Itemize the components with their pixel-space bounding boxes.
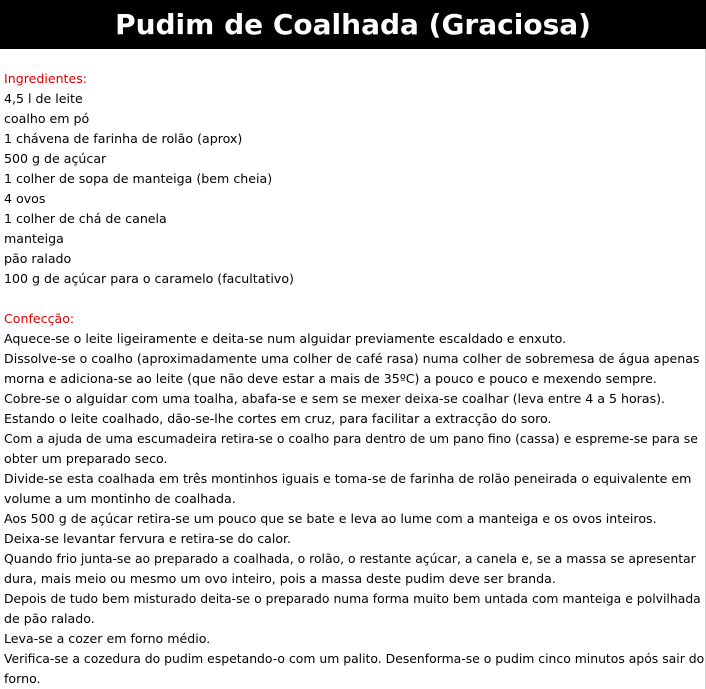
- ingredient-item: 4 ovos: [4, 191, 46, 206]
- ingredients-list: [4, 89, 704, 289]
- preparation-line: Com a ajuda de uma escumadeira retira-se o coalho para dentro de um pano fino (cassa) e espreme-se para se: [4, 431, 698, 446]
- ingredients-heading: Ingredientes:: [4, 71, 88, 86]
- preparation-line: Depois de tudo bem misturado deita-se o preparado numa forma muito bem untada com manteiga e polvilhada: [4, 591, 701, 606]
- preparation-line: Quando frio junta-se ao preparado a coalhada, o rolão, o restante açúcar, a canela e, se a massa se apresentar: [4, 551, 696, 566]
- preparation-line: forno.: [4, 671, 41, 686]
- ingredient-item: 4,5 l de leite: [4, 91, 83, 106]
- preparation-heading: Confecção:: [4, 311, 75, 326]
- recipe-content: [4, 69, 704, 689]
- preparation-line: dura, mais meio ou mesmo um ovo inteiro, pois a massa deste pudim deve ser branda.: [4, 571, 556, 586]
- page-title: Pudim de Coalhada (Graciosa): [0, 0, 706, 49]
- ingredient-item: coalho em pó: [4, 111, 90, 126]
- ingredient-item: manteiga: [4, 231, 64, 246]
- preparation-line: Deixa-se levantar fervura e retira-se do calor.: [4, 531, 292, 546]
- ingredient-item: pão ralado: [4, 251, 72, 266]
- preparation-line: Cobre-se o alguidar com uma toalha, abafa-se e sem se mexer deixa-se coalhar (leva entre 4 a 5 horas).: [4, 391, 666, 406]
- preparation-steps: [4, 329, 704, 689]
- ingredient-item: 100 g de açúcar para o caramelo (facultativo): [4, 271, 294, 286]
- ingredient-item: 500 g de açúcar: [4, 151, 107, 166]
- preparation-line: volume a um montinho de coalhada.: [4, 491, 236, 506]
- preparation-line: Divide-se esta coalhada em três montinhos iguais e toma-se de farinha de rolão peneirada o equivalente em: [4, 471, 692, 486]
- preparation-line: Aquece-se o leite ligeiramente e deita-se num alguidar previamente escaldado e enxuto.: [4, 331, 567, 346]
- section-spacer: [4, 289, 704, 309]
- ingredient-item: 1 colher de chá de canela: [4, 211, 167, 226]
- preparation-line: Dissolve-se o coalho (aproximadamente uma colher de café rasa) numa colher de sobremesa de água apenas: [4, 351, 700, 366]
- preparation-line: Aos 500 g de açúcar retira-se um pouco que se bate e leva ao lume com a manteiga e os ovos inteiros.: [4, 511, 657, 526]
- preparation-line: Estando o leite coalhado, dão-se-lhe cortes em cruz, para facilitar a extracção do soro.: [4, 411, 552, 426]
- preparation-line: Leva-se a cozer em forno médio.: [4, 631, 211, 646]
- ingredient-item: 1 colher de sopa de manteiga (bem cheia): [4, 171, 273, 186]
- preparation-line: de pão ralado.: [4, 611, 95, 626]
- preparation-line: Verifica-se a cozedura do pudim espetando-o com um palito. Desenforma-se o pudim cinco minutos após sair do: [4, 651, 705, 666]
- ingredient-item: 1 chávena de farinha de rolão (aprox): [4, 131, 243, 146]
- preparation-line: obter um preparado seco.: [4, 451, 168, 466]
- preparation-line: morna e adiciona-se ao leite (que não deve estar a mais de 35ºC) a pouco e pouco e mexendo sempre.: [4, 371, 657, 386]
